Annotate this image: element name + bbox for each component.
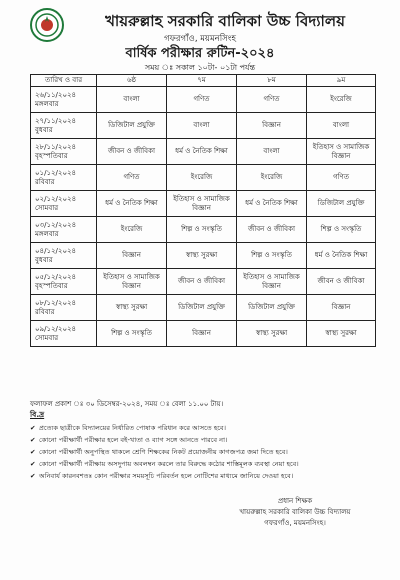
subject-cell: ইংরেজি <box>97 217 167 243</box>
exam-date: ২৭/১১/২০২৪ <box>35 117 77 125</box>
check-icon: ✔ <box>30 436 36 444</box>
signature-location: গফরগাঁও, ময়মনসিংহ। <box>264 519 326 527</box>
subject-cell: গণিত <box>167 87 237 113</box>
subject-cell: বাংলা <box>167 113 237 139</box>
notes-heading: বি.দ্র <box>30 410 45 419</box>
subject-cell: ইংরেজি <box>307 87 376 113</box>
date-cell <box>31 165 97 191</box>
school-name: খায়রুল্লাহ সরকারি বালিকা উচ্চ বিদ্যালয় <box>105 12 345 30</box>
subject-cell: ইংরেজি <box>167 165 237 191</box>
date-cell <box>31 113 97 139</box>
table-row <box>31 139 376 165</box>
note-item <box>30 422 380 434</box>
column-header: ৬ষ্ঠ <box>97 75 167 87</box>
check-icon: ✔ <box>30 448 36 456</box>
subject-cell: জীবন ও জীবিকা <box>237 217 307 243</box>
note-item <box>30 458 380 470</box>
note-item <box>30 434 380 446</box>
exam-date: ০৮/১২/২০২৪ <box>35 299 77 307</box>
table-header-row <box>31 75 376 87</box>
subject-cell: ইতিহাস ও সামাজিক বিজ্ঞান <box>307 139 376 165</box>
subject-cell: ইংরেজি <box>237 165 307 191</box>
subject-cell: জীবন ও জীবিকা <box>97 139 167 165</box>
exam-day: রবিবার <box>35 177 55 186</box>
check-icon: ✔ <box>30 424 36 432</box>
table-row <box>31 113 376 139</box>
subject-cell: শিল্প ও সংস্কৃতি <box>167 217 237 243</box>
exam-day: মঙ্গলবার <box>35 99 59 108</box>
table-body <box>31 87 376 347</box>
exam-date: ০২/১২/২০২৪ <box>35 195 77 203</box>
table-row <box>31 87 376 113</box>
subject-cell: জীবন ও জীবিকা <box>167 269 237 295</box>
subject-cell: বিজ্ঞান <box>307 295 376 321</box>
subject-cell: গণিত <box>97 165 167 191</box>
subject-cell: স্বাস্থ্য সুরক্ষা <box>97 295 167 321</box>
subject-cell: শিল্প ও সংস্কৃতি <box>97 321 167 347</box>
subject-cell: ডিজিটাল প্রযুক্তি <box>237 295 307 321</box>
subject-cell: ইতিহাস ও সামাজিক বিজ্ঞান <box>97 269 167 295</box>
column-header: ৯ম <box>307 75 376 87</box>
subject-cell: ধর্ম ও নৈতিক শিক্ষা <box>237 191 307 217</box>
subject-cell: ইতিহাস ও সামাজিক বিজ্ঞান <box>237 269 307 295</box>
subject-cell: ডিজিটাল প্রযুক্তি <box>97 113 167 139</box>
column-header: ৭ম <box>167 75 237 87</box>
exam-time: সময় ঃ সকাল ১০টা- ০১টা পর্যন্ত <box>144 63 256 72</box>
subject-cell: ধর্ম ও নৈতিক শিক্ষা <box>97 191 167 217</box>
subject-cell: বাংলা <box>307 113 376 139</box>
subject-cell: ধর্ম ও নৈতিক শিক্ষা <box>307 243 376 269</box>
subject-cell: জীবন ও জীবিকা <box>307 269 376 295</box>
subject-cell: বিজ্ঞান <box>237 113 307 139</box>
table-row <box>31 269 376 295</box>
table-row <box>31 295 376 321</box>
subject-cell: শিল্প ও সংস্কৃতি <box>307 217 376 243</box>
signature-block <box>210 496 380 529</box>
exam-day: বৃহস্পতিবার <box>35 281 68 290</box>
note-item <box>30 470 380 482</box>
subject-cell: স্বাস্থ্য সুরক্ষা <box>307 321 376 347</box>
note-text: অনিবার্য কারনবশতঃ কোন পরীক্ষার সময়সূচি পরিবর্তন হলে নোটিশের মাধ্যমে জানিয়ে দেওয়া হবে। <box>39 472 294 480</box>
exam-title: বার্ষিক পরীক্ষার রুটিন-২০২৪ <box>125 46 275 61</box>
subject-cell: গণিত <box>237 87 307 113</box>
exam-day: বুধবার <box>35 125 53 134</box>
check-icon: ✔ <box>30 460 36 468</box>
signature-school: খায়রুল্লাহ সরকারি বালিকা উচ্চ বিদ্যালয় <box>239 508 351 516</box>
table-row <box>31 243 376 269</box>
subject-cell: শিল্প ও সংস্কৃতি <box>237 243 307 269</box>
subject-cell: বিজ্ঞান <box>97 243 167 269</box>
exam-day: বৃহস্পতিবার <box>35 151 68 160</box>
exam-date: ০১/১২/২০২৪ <box>35 169 77 177</box>
note-text: কোনো পরীক্ষার্থী পরীক্ষায় অসদুপায় অবলম্বন করলে তার বিরুদ্ধে কঠোর শাস্তিমূলক ব্যবস্থা নেয়া হবে। <box>39 460 299 468</box>
subject-cell: ইতিহাস ও সামাজিক বিজ্ঞান <box>167 191 237 217</box>
exam-date: ০৩/১২/২০২৪ <box>35 221 77 229</box>
date-cell <box>31 217 97 243</box>
subject-cell: স্বাস্থ্য সুরক্ষা <box>167 243 237 269</box>
exam-date: ০৪/১২/২০২৪ <box>35 247 77 255</box>
subject-cell: বিজ্ঞান <box>167 321 237 347</box>
subject-cell: ধর্ম ও নৈতিক শিক্ষা <box>167 139 237 165</box>
routine-table <box>30 74 376 347</box>
column-header: ৮ম <box>237 75 307 87</box>
exam-day: সোমবার <box>35 203 59 212</box>
date-cell <box>31 243 97 269</box>
subject-cell: বাংলা <box>97 87 167 113</box>
subject-cell: গণিত <box>307 165 376 191</box>
notes-list <box>30 422 380 482</box>
date-cell <box>31 295 97 321</box>
signature-title: প্রধান শিক্ষক <box>277 497 313 505</box>
exam-day: সোমবার <box>35 333 59 342</box>
table-row <box>31 191 376 217</box>
exam-day: বুধবার <box>35 255 53 264</box>
exam-date: ২৬/১১/২০২৪ <box>35 91 77 99</box>
table-row <box>31 217 376 243</box>
subject-cell: বাংলা <box>237 139 307 165</box>
document-header <box>0 6 400 72</box>
note-item <box>30 446 380 458</box>
school-location: গফরগাঁও, ময়মনসিংহ <box>164 34 236 44</box>
note-text: কোনো পরীক্ষার্থী পরীক্ষার হলে বই-খাতা ও ব্যাগ সঙ্গে আনতে পারবে না। <box>39 436 228 444</box>
column-header: তারিখ ও বার <box>31 75 97 87</box>
table-row <box>31 165 376 191</box>
exam-date: ০৫/১২/২০২৪ <box>35 273 77 281</box>
date-cell <box>31 321 97 347</box>
result-publish-note: ফলাফল প্রকাশ ঃ ৩০ ডিসেম্বর-২০২৪, সময় ঃ বেলা ১১.০০ টায়। <box>30 400 224 408</box>
note-text: প্রত্যেক ছাত্রীকে বিদ্যালয়ের নির্ধারিত পোষাক পরিধান করে আসতে হবে। <box>39 424 226 432</box>
exam-day: মঙ্গলবার <box>35 229 59 238</box>
subject-cell: ডিজিটাল প্রযুক্তি <box>307 191 376 217</box>
date-cell <box>31 269 97 295</box>
note-text: কোনো পরীক্ষার্থী অনুপস্থিত থাকলে শ্রেণি শিক্ষকের নিকট প্রয়োজনীয় কাগজপত্র জমা দিতে হবে। <box>39 448 288 456</box>
exam-date: ০৯/১২/২০২৪ <box>35 325 77 333</box>
date-cell <box>31 87 97 113</box>
exam-day: রবিবার <box>35 307 55 316</box>
subject-cell: স্বাস্থ্য সুরক্ষা <box>237 321 307 347</box>
date-cell <box>31 139 97 165</box>
subject-cell: ডিজিটাল প্রযুক্তি <box>167 295 237 321</box>
table-row <box>31 321 376 347</box>
check-icon: ✔ <box>30 472 36 480</box>
date-cell <box>31 191 97 217</box>
exam-date: ২৮/১১/২০২৪ <box>35 143 77 151</box>
